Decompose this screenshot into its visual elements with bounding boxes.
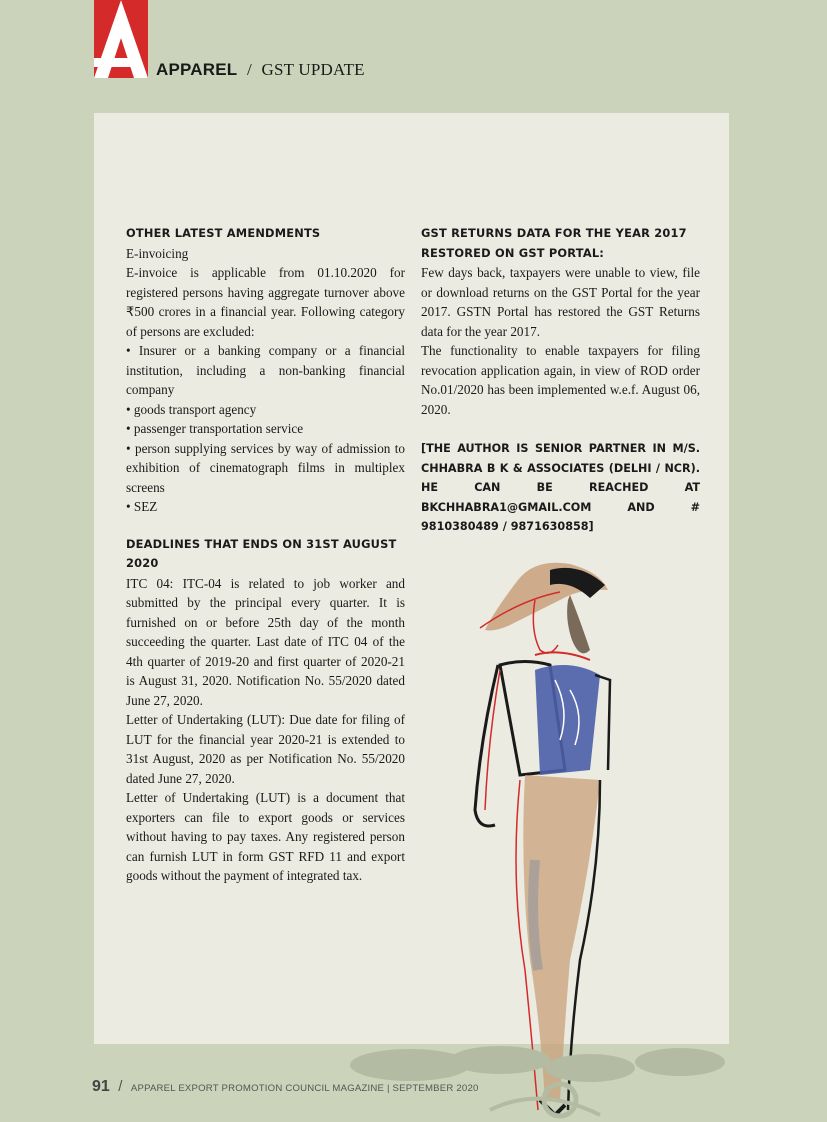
exclusion-item: • Insurer or a banking company or a financial institution, including a non-banking financial company: [126, 343, 405, 397]
exclusion-item: • SEZ: [126, 499, 158, 514]
right-column: [421, 224, 700, 537]
lut-paragraph: Letter of Undertaking (LUT): Due date for filing of LUT for the financial year 2020-21 is extended to 31st August, 2020 as per Notification No. 55/2020 dated June 27, 2020.: [126, 712, 405, 786]
author-note: [THE AUTHOR IS SENIOR PARTNER IN M/S. CHHABRA B K & ASSOCIATES (DELHI / NCR). HE CAN BE REACHED AT BKCHHABRA1@GMAIL.COM AND # 9810380489 / 9871630858]: [421, 442, 700, 533]
logo-a-icon: [94, 0, 148, 78]
lut-definition-paragraph: Letter of Undertaking (LUT) is a document that exporters can file to export goods or services without having to pay taxes. Any registered person can furnish LUT in form GST RFD 11 and export goods without the payment of integrated tax.: [126, 790, 405, 883]
revocation-paragraph: The functionality to enable taxpayers for filing revocation application again, in view of ROD order No.01/2020 has been implemented w.e.f. August 06, 2020.: [421, 343, 700, 417]
exclusion-item: • passenger transportation service: [126, 421, 304, 436]
footer-separator: /: [118, 1078, 123, 1095]
header-section: APPAREL: [156, 60, 238, 79]
magazine-credit: APPAREL EXPORT PROMOTION COUNCIL MAGAZINE | SEPTEMBER 2020: [130, 1083, 479, 1094]
page-footer: [92, 1078, 479, 1096]
section-heading-deadlines: DEADLINES THAT ENDS ON 31ST AUGUST 2020: [126, 536, 397, 570]
fashion-illustration: [440, 540, 640, 1120]
header-topic: GST UPDATE: [261, 60, 365, 79]
exclusion-item: • goods transport agency: [126, 401, 257, 417]
page-number: 91: [92, 1078, 110, 1095]
section-heading-amendments: OTHER LATEST AMENDMENTS: [126, 226, 321, 240]
header-separator: /: [246, 60, 252, 79]
returns-paragraph: Few days back, taxpayers were unable to view, file or download returns on the GST Portal for the year 2017. GSTN Portal has restored the GST Returns data for the year 2017.: [421, 265, 700, 339]
einvoicing-paragraph: E-invoice is applicable from 01.10.2020 for registered persons having aggregate turnover above ₹500 crores in a financial year. Following category of persons are excluded:: [126, 265, 405, 339]
magazine-logo: [94, 0, 148, 78]
einvoicing-subheading: E-invoicing: [126, 245, 189, 261]
exclusion-item: • person supplying services by way of admission to exhibition of cinematograph films in multiplex screens: [126, 440, 405, 495]
page-header: [156, 60, 365, 80]
left-column: [126, 224, 405, 886]
section-heading-returns: GST RETURNS DATA FOR THE YEAR 2017 RESTORED ON GST PORTAL:: [421, 226, 687, 260]
itc04-paragraph: ITC 04: ITC-04 is related to job worker and submitted by the principal every quarter. It is furnished on or before 25th day of the month succeeding the quarter. Last date of ITC 04 of the 4th quarter of 2019-20 and first quarter of 2020-21 is August 31, 2020. Notification No. 55/2020 dated June 27, 2020.: [126, 575, 405, 708]
